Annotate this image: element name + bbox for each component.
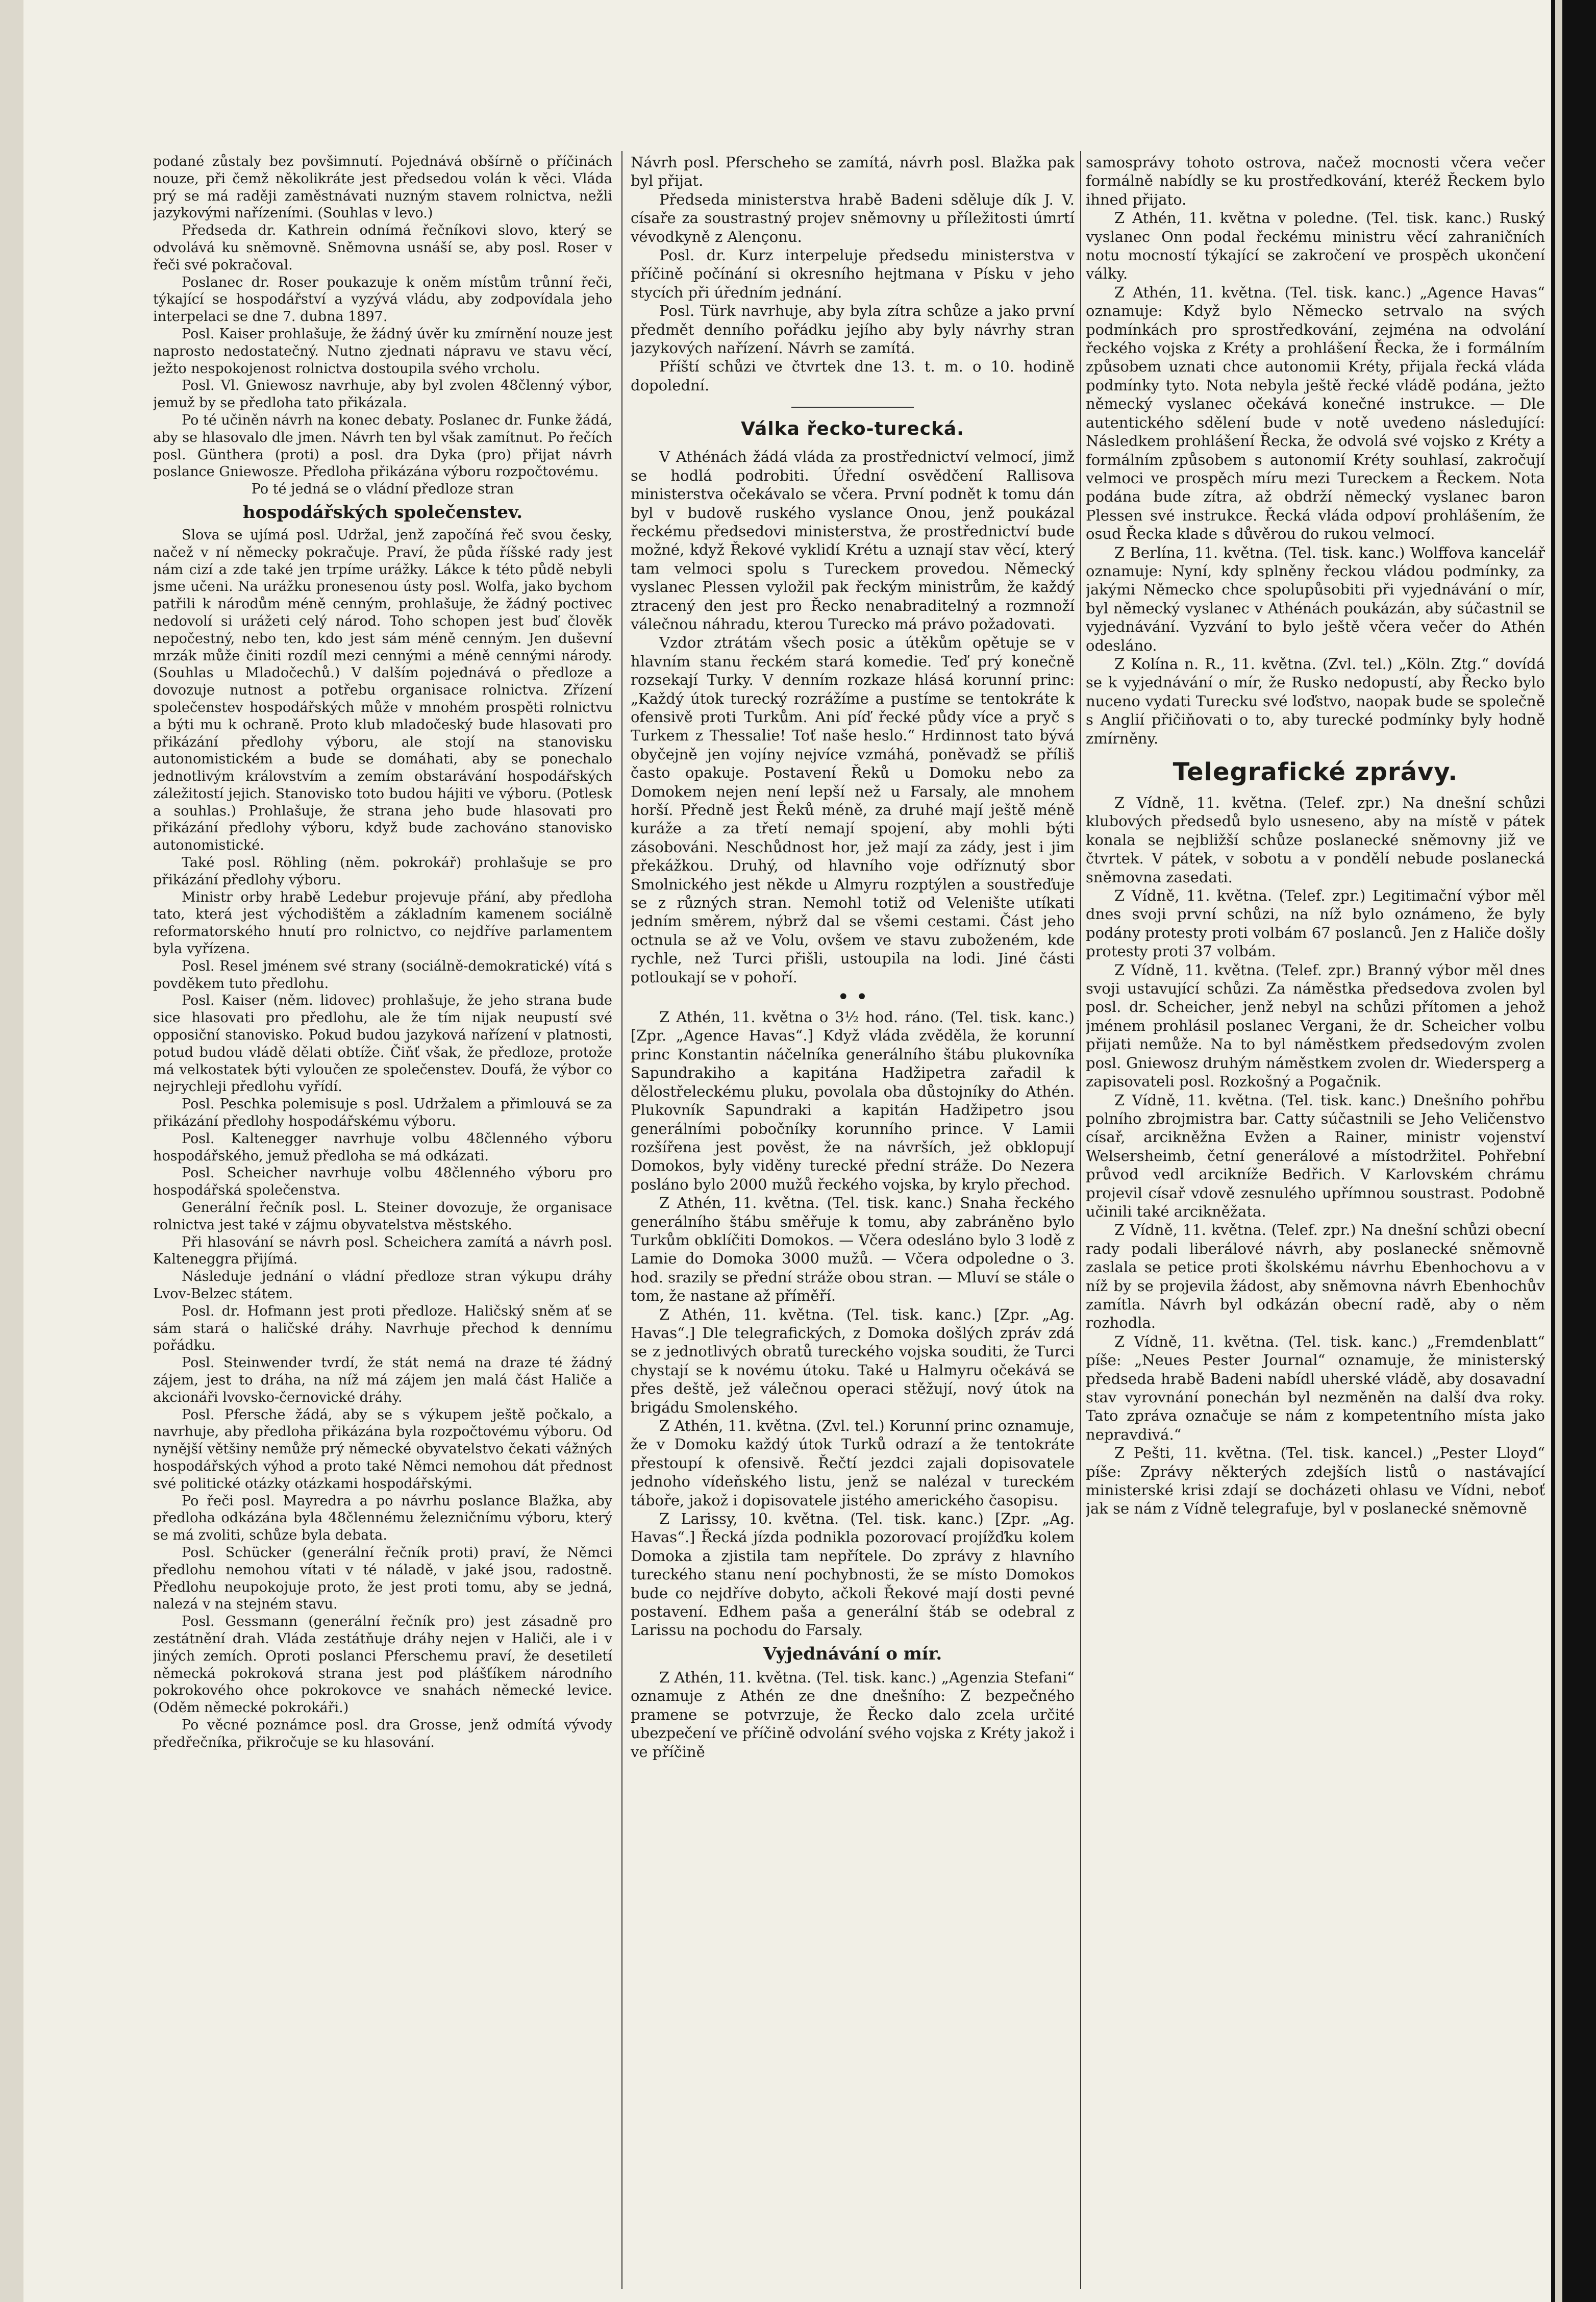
paragraph: Po té jedná se o vládní předloze stran <box>251 481 514 498</box>
paragraph: Posl. Steinwender tvrdí, že stát nemá na draze té žádný zájem, jest to dráha, na níž má zájem jen malá část Haliče a akcionáři lvovsko-černovické dráhy. <box>153 1355 612 1405</box>
paragraph: Z Vídně, 11. května. (Tel. tisk. kanc.) „Fremdenblatt“ píše: „Neues Pester Journal“ oznamuje, že ministerský předseda hrabě Badeni nabídl uherské vládě, aby dosavadní stav vyrovnání ponechán byl nezměněn na další dva roky. Tato zpráva označuje se nám z kompetentního místa jako nepravdivá.“ <box>1086 1332 1545 1443</box>
paragraph: Z Pešti, 11. května. (Tel. tisk. kancel.) „Pester Lloyd“ píše: Zprávy některých zdejších listů o nastávající ministerské krisi zdají se docházeti ohlasu ve Vídni, neboť jak se nám z Vídně telegrafuje, byl v poslanecké sněmovně <box>1086 1444 1545 1518</box>
paragraph: • • <box>837 985 868 1009</box>
paragraph: Vzdor ztrátám všech posic a útěkům opětuje se v hlavním stanu řeckém stará komedie. Teď prý konečně rozsekají Turky. V denním rozkaze hlásá korunní princ: „Každý útok turecký rozrážíme a pustíme se tentokráte k ofensivě proti Turkům. Ani píď řecké půdy více a pryč s Turkem z Thessalie! Toť naše heslo.“ Hrdinnost tato bývá obyčejně jen vojíny nejvíce vzmáhá, poněvadž se příliš často opakuje. Postavení Řeků u Domoku nebo za Domokem nejen není lepší než u Farsaly, ale mnohem horší. Předně jest Řeků méně, za druhé mají ještě méně kuráže a za třetí nemají spojení, aby mohli býti zásobováni. Neschůdnost hor, jež mají za zády, jest i jim překážkou. Druhý, od hlavního voje odříznutý sbor Smolnického jest někde u Almyru rozptýlen a soustřeďuje se z různých stran. Nemohl totiž od Velenište utíkati jedním směrem, nýbrž dal se všemi cestami. Část jeho octnula se až ve Volu, ovšem ve stavu zuboženém, kde rychle, než Turci přišli, ustoupila na lodi. Jiné části potloukají se v pohoří. <box>631 634 1075 986</box>
paragraph: Z Kolína n. R., 11. května. (Zvl. tel.) „Köln. Ztg.“ dovídá se k vyjednávání o mír, že Rusko nedopustí, aby Řecko bylo nuceno vydati Turecku své loďstvo, naopak bude se společně s Anglií přičiňovati o to, aby turecké podmínky byly hodně zmírněny. <box>1086 655 1545 747</box>
paragraph: Po té učiněn návrh na konec debaty. Poslanec dr. Funke žádá, aby se hlasovalo dle jmen. Návrh ten byl však zamítnut. Po řečích posl. Günthera (proti) a posl. dra Dyka (pro) přijat návrh poslance Gniewosze. Předloha přikázána výboru rozpočtovému. <box>153 412 612 480</box>
paragraph: Z Vídně, 11. května. (Telef. zpr.) Na dnešní schůzi obecní rady podali liberálové návrh, aby poslanecké sněmovně zaslala se petice proti školskému návrhu Ebenhochovu a v níž by se projevila žádost, aby sněmovna návrh Ebenhochův zamítla. Návrh byl odkázán obecní radě, aby o něm rozhodla. <box>1086 1221 1545 1332</box>
paragraph: Z Vídně, 11. května. (Tel. tisk. kanc.) Dnešního pohřbu polního zbrojmistra bar. Catty súčastnili se Jeho Veličenstvo císař, arcikněžna Evžen a Rainer, ministr vojenství Welsersheimb, četní generálové a místodržitel. Pohřební průvod vedl arcikníže Bedřich. V Karlovském chrámu projevil císař vdově zesnulého upřímnou soustrast. Podobně učinili také arcikněžata. <box>1086 1091 1545 1220</box>
section-heading: Vyjednávání o mír. <box>763 1643 942 1664</box>
paragraph: Posl. Kaiser (něm. lidovec) prohlašuje, že jeho strana bude sice hlasovati pro předlohu, ale že tím nijak neupustí své opposiční stanovisko. Pokud budou jazyková nařízení v platnosti, potud budou vládě dělati obtíže. Čiňť však, že předloze, protože má velkostatek býti vyloučen ze společenstev. Doufá, že výbor co nejrychleji předlohu vyřídí. <box>153 993 612 1095</box>
column-2 <box>631 153 1075 2291</box>
paragraph: Z Athén, 11. května o 3½ hod. ráno. (Tel. tisk. kanc.) [Zpr. „Agence Havas“.] Když vláda zvěděla, že korunní princ Konstantin náčelníka generálního štábu plukovníka Sapundrakiho a kapitána Hadžipetra zařadil k dělostřeleckému pluku, povolala oba důstojníky do Athén. Plukovník Sapundraki a kapitán Hadžipetro jsou generálními pobočníky korunního prince. V Lamii rozšířena jest pověst, že na návrších, jež obklopují Domokos, byly viděny turecké přední stráže. Do Nezera posláno bylo 2000 mužů řeckého vojska, by krylo přechod. <box>631 1008 1075 1193</box>
column-3 <box>1086 153 1545 2291</box>
paragraph: Posl. Gessmann (generální řečník pro) jest zásadně pro zestátnění drah. Vláda zestátňuje dráhy nejen v Haliči, ale i v jiných zemích. Oproti poslanci Pferschemu praví, že desetiletí německá pokroková strana jest pod plášťíkem národního pokrokového ohce pokrokovce ve snahách německé levice. (Oděm německé pokrokáři.) <box>153 1614 612 1716</box>
paragraph: Při hlasování se návrh posl. Scheichera zamítá a návrh posl. Kalteneggra přijímá. <box>153 1234 612 1268</box>
section-divider <box>791 407 914 408</box>
paragraph: Z Larissy, 10. května. (Tel. tisk. kanc.) [Zpr. „Ag. Havas“.] Řecká jízda podnikla pozorovací projížďku kolem Domoka a zjistila tam nepřítele. Do zprávy z hlavního tureckého stanu není pochybnosti, že se místo Domokos bude co nejdříve dobyto, ačkoli Řekové mají dosti pevné postavení. Edhem paša a generální štáb se odebral z Larissu na pochodu do Farsaly. <box>631 1510 1075 1639</box>
paragraph: Z Athén, 11. května. (Tel. tisk. kanc.) Snaha řeckého generálního štábu směřuje k tomu, aby zabráněno bylo Turkům obklíčiti Domokos. — Včera odesláno bylo 3 lodě z Lamie do Domoka 3000 mužů. — Včera odpoledne o 3. hod. srazily se přední stráže obou stran. — Mluví se stále o tom, že nastane až příměří. <box>631 1194 1075 1305</box>
left-page-gutter <box>0 0 23 2302</box>
section-heading: hospodářských společenstev. <box>242 502 523 523</box>
paragraph: Z Athén, 11. května. (Tel. tisk. kanc.) „Agence Havas“ oznamuje: Když bylo Německo setrvalo na svých podmínkách pro sprostředkování, zejména na odvolání řeckého vojska z Kréty a prohlášení Řecka, že i formálním způsobem uznati chce autonomii Kréty, přijala řecká vláda podmínky tyto. Nota nebyla ještě řecké vládě podána, ježto německý vyslanec očekává konečné instrukce. — Dle autentického sdělení bude v notě uvedeno následující: Následkem prohlášení Řecka, že odvolá své vojsko z Kréty a formálním způsobem s autonomií Kréty souhlasí, zakročují velmoci ve prospěch míru mezi Tureckem a Řeckem. Nota podána bude zítra, až obdrží německý vyslanec baron Plessen své instrukce. Řecká vláda odpoví prohlášením, že osud Řecka klade s důvěrou do rukou velmocí. <box>1086 283 1545 543</box>
paragraph: Posl. Resel jménem své strany (sociálně-demokratické) vítá s povděkem tuto předlohu. <box>153 958 612 992</box>
paragraph: Posl. Scheicher navrhuje volbu 48členného výboru pro hospodářská společenstva. <box>153 1165 612 1199</box>
paragraph: Posl. dr. Kurz interpeluje předsedu ministerstva v příčině počínání si okresního hejtmana v Písku v jeho stycích při úředním jednání. <box>631 246 1075 301</box>
paragraph: Z Athén, 11. května. (Tel. tisk. kanc.) „Agenzia Stefani“ oznamuje z Athén ze dne dnešního: Z bezpečného pramene se potvrzuje, že Řecko dalo zcela určité ubezpečení ve příčině odvolání svého vojska z Kréty jakož i ve příčině <box>631 1668 1075 1761</box>
paragraph: Z Vídně, 11. května. (Telef. zpr.) Legitimační výbor měl dnes svoji první schůzi, na níž bylo oznámeno, že byly podány protesty proti volbám 67 poslanců. Jen z Haliče došly protesty proti 37 volbám. <box>1086 887 1545 960</box>
paragraph: Posl. Kaltenegger navrhuje volbu 48členného výboru hospodářského, jemuž předloha se má odkázati. <box>153 1130 612 1164</box>
right-page-edge <box>1551 0 1596 2302</box>
section-heading: Telegrafické zprávy. <box>1173 758 1458 786</box>
paragraph: Posl. Türk navrhuje, aby byla zítra schůze a jako první předmět denního pořádku jejího aby byly návrhy stran jazykových nařízení. Návrh se zamítá. <box>631 302 1075 357</box>
paragraph: Z Berlína, 11. května. (Tel. tisk. kanc.) Wolffova kancelář oznamuje: Nyní, kdy splněny řeckou vládou podmínky, za jakými Německo chce spolupůsobiti při vyjednávání o mír, byl německý vyslanec v Athénách poukázán, aby súčastnil se vyjednávání. Vyzvání to bylo ještě včera večer do Athén odesláno. <box>1086 543 1545 654</box>
paragraph: Předseda dr. Kathrein odnímá řečníkovi slovo, který se odvolává ku sněmovně. Sněmovna usnáší se, aby posl. Roser v řeči své pokračoval. <box>153 222 612 273</box>
paragraph: Posl. Peschka polemisuje s posl. Udržalem a přimlouvá se za přikázání předlohy hospodářskému výboru. <box>153 1096 612 1130</box>
paragraph: Posl. Vl. Gniewosz navrhuje, aby byl zvolen 48členný výbor, jemuž by se předloha tato přikázala. <box>153 378 612 411</box>
paragraph: Příští schůzi ve čtvrtek dne 13. t. m. o 10. hodině dopolední. <box>631 358 1075 394</box>
paragraph: Z Vídně, 11. května. (Telef. zpr.) Na dnešní schůzi klubových předsedů bylo usneseno, aby na místě v pátek konala se nejbližší schůze poslanecké sněmovny již ve čtvrtek. V pátek, v sobotu a v pondělí nebude poslanecká sněmovna zasedati. <box>1086 794 1545 886</box>
paragraph: Poslanec dr. Roser poukazuje k oněm místům trůnní řeči, týkající se hospodářství a vyzývá vládu, aby zodpovídala jeho interpelaci se dne 7. dubna 1897. <box>153 274 612 325</box>
page-fold <box>1555 0 1562 2302</box>
paragraph: Po řeči posl. Mayredra a po návrhu poslance Blažka, aby předloha odkázána byla 48člennému železničnímu výboru, který se má zvoliti, schůze byla debata. <box>153 1493 612 1544</box>
paragraph: Z Athén, 11. května. (Zvl. tel.) Korunní princ oznamuje, že v Domoku každý útok Turků odrazí a že tentokráte přestoupí k ofensivě. Řečtí jezdci zajali dopisovatele jednoho vídeňského listu, jenž se nalézal v tureckém táboře, jakož i dopisovatele jistého amerického časopisu. <box>631 1417 1075 1509</box>
paragraph: Předseda ministerstva hrabě Badeni sděluje dík J. V. císaře za soustrastný projev sněmovny u příležitosti úmrtí vévodkyně z Alençonu. <box>631 190 1075 245</box>
paragraph: Návrh posl. Pferscheho se zamítá, návrh posl. Blažka pak byl přijat. <box>631 154 1075 190</box>
paragraph: Z Athén, 11. května. (Tel. tisk. kanc.) [Zpr. „Ag. Havas“.] Dle telegrafických, z Domoka došlých zpráv zdá se z jednotlivých obratů tureckého vojska souditi, že Turci chystají se k novému útoku. Také u Halmyru očekává se přes deště, jež válečnou operaci stěžují, nový útok na brigádu Smolenského. <box>631 1305 1075 1416</box>
paragraph: Posl. dr. Hofmann jest proti předloze. Haličský sněm ať se sám stará o haličské dráhy. Navrhuje přechod k dennímu pořádku. <box>153 1303 612 1354</box>
paragraph: Z Vídně, 11. května. (Telef. zpr.) Branný výbor měl dnes svoji ustavující schůzi. Za náměstka předsedova zvolen byl posl. dr. Scheicher, jenž nebyl na schůzi přítomen a jehož jménem prohlásil poslanec Vergani, že dr. Scheicher volbu přijati nemůže. Na to byl náměstkem předsedovým zvolen posl. Gniewosz druhým náměstkem zvolen dr. Wiedersperg a zapisovateli posl. Rozkošný a Pogačnik. <box>1086 961 1545 1091</box>
paragraph: Z Athén, 11. května v poledne. (Tel. tisk. kanc.) Ruský vyslanec Onn podal řeckému ministru věcí zahraničních notu mocností týkající se zakročení ve prospěch ukončení války. <box>1086 209 1545 283</box>
column-rule-1 <box>621 151 622 2289</box>
paragraph: Posl. Kaiser prohlašuje, že žádný úvěr ku zmírnění nouze jest naprosto nedostatečný. Nutno zjednati nápravu ve stavu věcí, ježto nespokojenost rolnictva dostoupila svého vrcholu. <box>153 326 612 377</box>
paragraph: podané zůstaly bez povšimnutí. Pojednává obšírně o příčinách nouze, při čemž několikráte jest předsedou volán k věci. Vláda prý se má raději zaměstnávati nuzným stavem rolnictva, nežli jazykovými nařízeními. (Souhlas v levo.) <box>153 154 612 221</box>
section-heading: Válka řecko-turecká. <box>741 418 964 440</box>
paragraph: Generální řečník posl. L. Steiner dovozuje, že organisace rolnictva jest také v zájmu obyvatelstva městského. <box>153 1200 612 1233</box>
paragraph: Po věcné poznámce posl. dra Grosse, jenž odmítá vývody předřečníka, přikročuje se ku hlasování. <box>153 1717 612 1750</box>
paragraph: Posl. Pfersche žádá, aby se s výkupem ještě počkalo, a navrhuje, aby předloha přikázána byla rozpočtovému výboru. Od nynější většiny nemůže prý německé obyvatelstvo čekati vážných hospodářských výhod a proto také Němci nemohou dát přednost své politické otázky otázkami hospodářskými. <box>153 1406 612 1492</box>
paragraph: Také posl. Röhling (něm. pokrokář) prohlašuje se pro přikázání předlohy výboru. <box>153 855 612 888</box>
paragraph: samosprávy tohoto ostrova, načež mocnosti včera večer formálně nabídly se ku prostředkování, kteréž Řeckem bylo ihned přijato. <box>1086 154 1545 208</box>
column-rule-2 <box>1080 151 1081 2289</box>
paragraph: Posl. Schücker (generální řečník proti) praví, že Němci předlohu nemohou vítati v té náladě, v jaké jsou, radostně. Předlohu neupokojuje proto, že jest proti tomu, aby se jedná, nalezá v na stejném stavu. <box>153 1544 612 1613</box>
paragraph: Ministr orby hrabě Ledebur projevuje přání, aby předloha tato, která jest východištěm a základním kamenem sociálně reformatorského hnutí pro rolnictvo, co nejdříve parlamentem byla vyřízena. <box>153 889 612 957</box>
paragraph: V Athénách žádá vláda za prostřednictví velmocí, jimž se hodlá podrobiti. Úřední osvědčení Rallisova ministerstva očekávalo se včera. První podnět k tomu dán byl v budově ruského vyslance Onou, jenž poukázal řeckému předsedovi ministerstva, že prostřednictví bude možné, když Řekové vyklidí Krétu a uznají stav věcí, který tam velmoci spolu s Tureckem provedou. Německý vyslanec Plessen vyložil pak řeckým ministrům, že každý ztracený den jest pro Řecko nenabraditelný a rozmnoží válečnou náhradu, kterou Turecko má právo požadovati. <box>631 448 1075 633</box>
paragraph: Slova se ujímá posl. Udržal, jenž započíná řeč svou česky, načež v ní německy pokračuje. Praví, že půda říšské rady jest nám cizí a zde také jen trpíme urážky. Lákce k této půdě nebyli jsme učeni. Na urážku pronesenou ústy posl. Wolfa, jako bychom patřili k národům méně cenným, prohlašuje, že žádný poctivec nedovolí si urážeti celý národ. Toho schopen jest buď člověk nepočestný, nebo ten, kdo jest sám méně cenným. Jen duševní mrzák může činiti rozdíl mezi cennými a méně cennými národy. (Souhlas u Mladočechů.) V dalším pojednává o předloze a dovozuje nutnost a potřebu organisace rolnictva. Zřízení společenstev hospodářských může v mnohém prospěti rolnictvu a býti mu k ochraně. Proto klub mladočeský bude hlasovati pro přikázání předlohy výboru, ale stojí na stanovisku autonomistickém a bude se domáhati, aby se ponechalo jednotlivým královstvím a zemím obstarávání hospodářských záležitostí jejich. Stanovisko toto budou hájiti ve výboru. (Potlesk a souhlas.) Prohlašuje, že strana jeho bude hlasovati pro přikázání předlohy výboru, když bude zachováno stanovisko autonomistické. <box>153 527 612 854</box>
column-1 <box>153 153 612 2291</box>
paragraph: Následuje jednání o vládní předloze stran výkupu dráhy Lvov-Belzec státem. <box>153 1269 612 1302</box>
